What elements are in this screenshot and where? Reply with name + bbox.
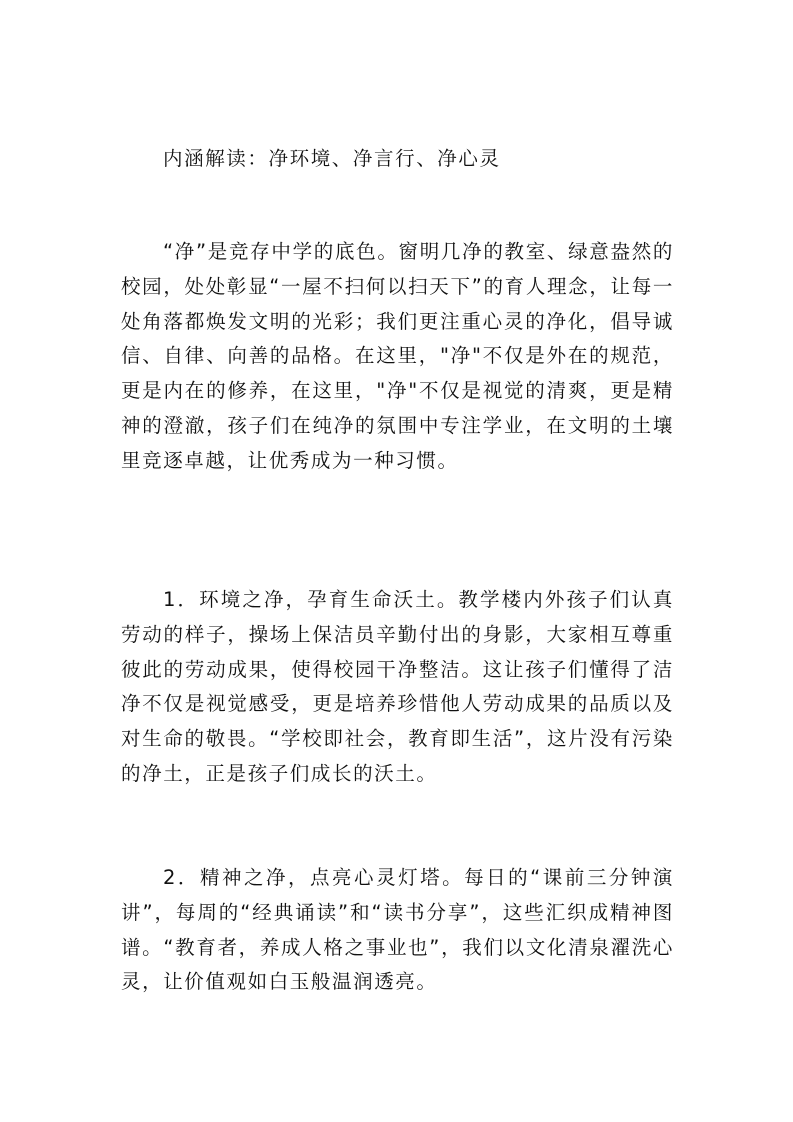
section-heading: 内涵解读：净环境、净言行、净心灵 [163, 147, 501, 170]
paragraph-intro: “净”是竞存中学的底色。窗明几净的教室、绿意盎然的校园，处处彰显“一屋不扫何以扫天下”的育人理念，让每一处角落都焕发文明的光彩；我们更注重心灵的净化，倡导诚信、自律、向善的品格。在这里，"净"不仅是外在的规范，更是内在的修养，在这里，"净"不仅是视觉的清爽，更是精神的澄澈，孩子们在纯净的氛围中专注学业，在文明的土壤里竞逐卓越，让优秀成为一种习惯。 [121, 240, 674, 472]
paragraph-spirit: 2．精神之净，点亮心灵灯塔。每日的“课前三分钟演讲”，每周的“经典诵读”和“读书分享”，这些汇织成精神图谱。“教育者，养成人格之事业也”，我们以文化清泉濯洗心灵，让价值观如白玉般温润透亮。 [121, 866, 674, 994]
paragraph-environment: 1．环境之净，孕育生命沃土。教学楼内外孩子们认真劳动的样子，操场上保洁员辛勤付出的身影，大家相互尊重彼此的劳动成果，使得校园干净整洁。这让孩子们懂得了洁净不仅是视觉感受，更是培养珍惜他人劳动成果的品质以及对生命的敬畏。“学校即社会，教育即生活”，这片没有污染的净土，正是孩子们成长的沃土。 [121, 588, 674, 785]
